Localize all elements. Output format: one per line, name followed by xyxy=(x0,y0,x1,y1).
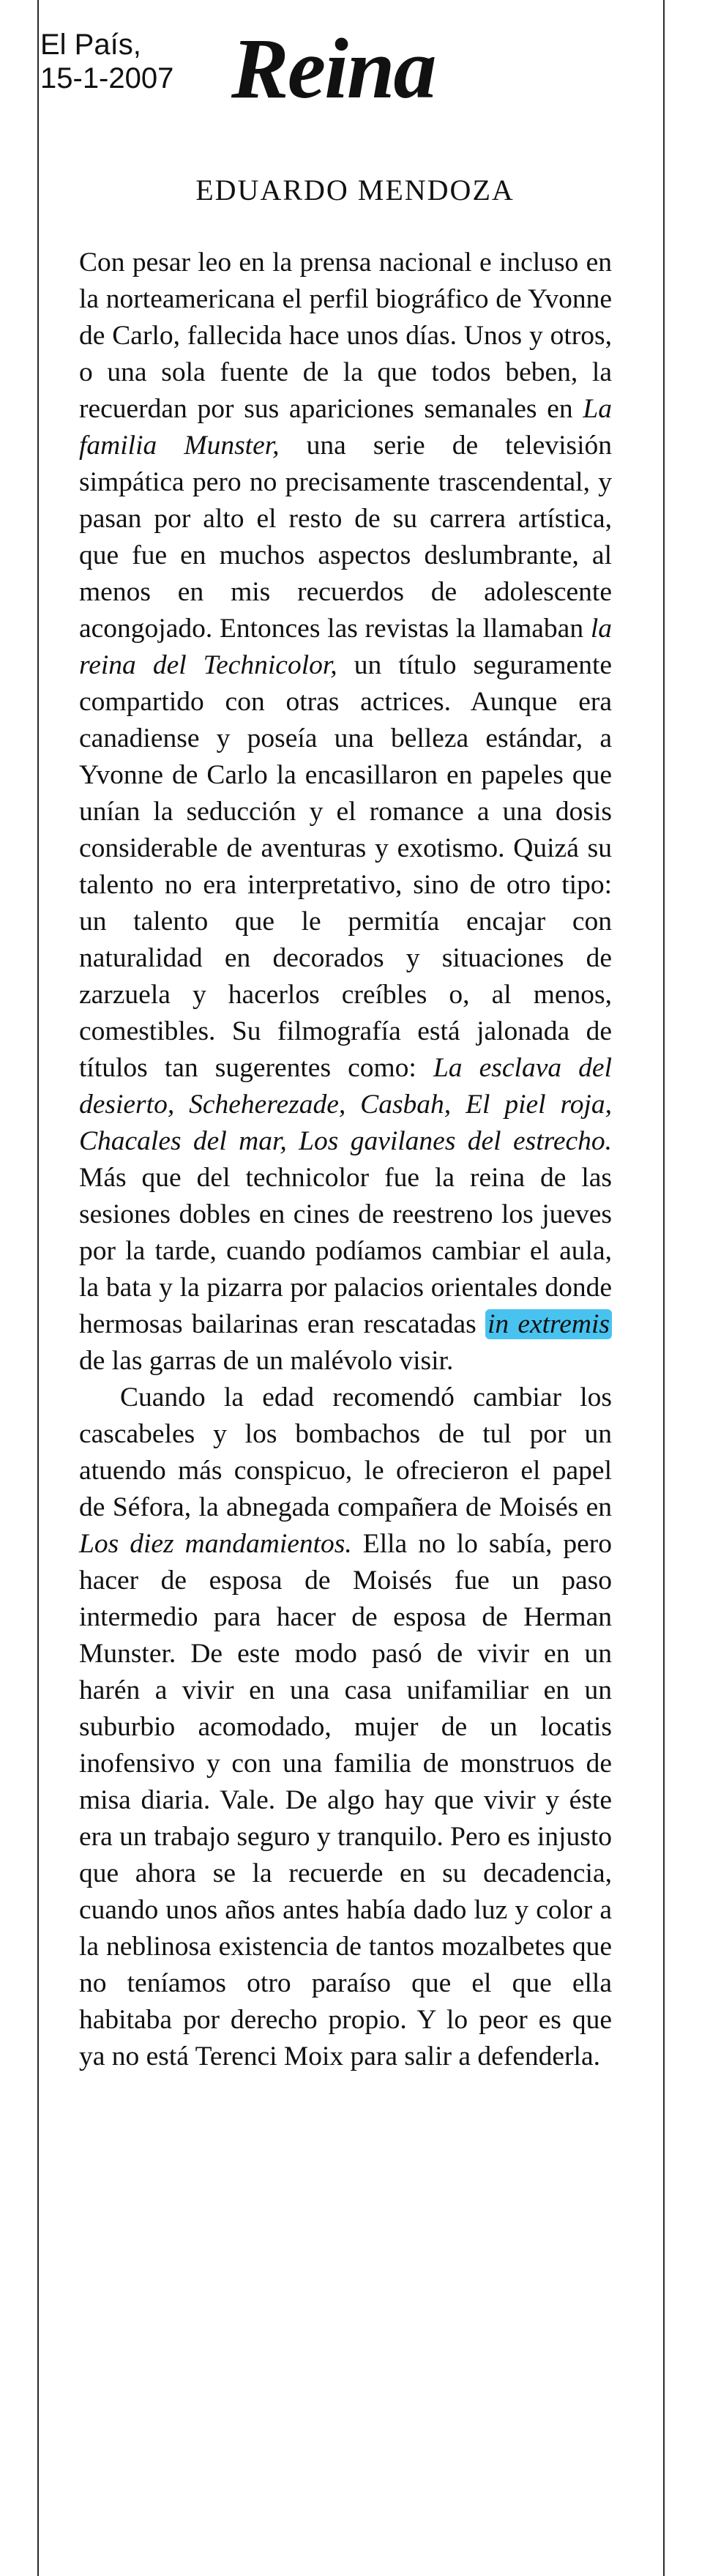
text-run: Ella no lo sabía, pero hacer de esposa de Moisés fue un paso intermedio para hacer de esposa de Herman Munster. De este modo pasó de vivir en un harén a vivir en una casa unifamiliar en un suburbio acomodado, mujer de un locatis inofensivo y con una familia de monstruos de misa diaria. Vale. De algo hay que vivir y éste era un trabajo seguro y tranquilo. Pero es injusto que ahora se la recuerde en su decadencia, cuando unos años antes había dado luz y color a la neblinosa existencia de tantos mozalbetes que no teníamos otro paraíso que el que ella habitaba por derecho propio. Y lo peor es que ya no está Terenci Moix para salir a defenderla. xyxy=(79,1529,612,2071)
text-run: Más que del technicolor fue la reina de las sesiones dobles en cines de reestreno los jueves por la tarde, cuando podíamos cambiar el aula, la bata y la pizarra por palacios orientales donde hermosas bailarinas eran rescatadas xyxy=(79,1163,612,1339)
italic-title: La familia Munster, xyxy=(79,394,612,461)
highlighted-selection[interactable]: in extremis xyxy=(485,1309,612,1339)
text-run: una serie de televisión simpática pero no precisamente trascendental, y pasan por alto el resto de su carrera artística, que fue en muchos aspectos deslumbrante, al menos en mis recuerdos de adolescente acongojado. Entonces las revistas la llamaban xyxy=(79,431,612,644)
italic-title: Los diez mandamientos. xyxy=(79,1529,352,1559)
source-newspaper: El País, xyxy=(40,29,141,61)
italic-title: la reina del Technicolor, xyxy=(79,614,612,680)
text-run: de las garras de un malévolo visir. xyxy=(79,1346,454,1376)
italic-film-list: La esclava del desierto, Scheherezade, Casbah, El piel roja, Chacales del mar, Los gavilanes del estrecho. xyxy=(79,1053,612,1156)
source-label xyxy=(40,28,173,95)
left-column-rule xyxy=(37,0,39,2576)
source-date: 15-1-2007 xyxy=(40,62,174,94)
paragraph-2 xyxy=(79,1380,612,2075)
article-author: EDUARDO MENDOZA xyxy=(195,174,515,206)
text-run: un título seguramente compartido con otras actrices. Aunque era canadiense y poseía una belleza estándar, a Yvonne de Carlo la encasillaron en papeles que unían la seducción y el romance a una dosis considerable de aventuras y exotismo. Quizá su talento no era interpretativo, sino de otro tipo: un talento que le permitía encajar con naturalidad en decorados y situaciones de zarzuela y hacerlos creíbles o, al menos, comestibles. Su filmografía está jalonada de títulos tan sugerentes como: xyxy=(79,650,613,1083)
text-run: Con pesar leo en la prensa nacional e incluso en la norteamericana el perfil biográfico de Yvonne de Carlo, fallecida hace unos días. Unos y otros, o una sola fuente de la que todos beben, la recuerdan por sus apariciones semanales en xyxy=(79,247,612,424)
article-body xyxy=(79,245,612,2075)
text-run: Cuando la edad recomendó cambiar los cascabeles y los bombachos de tul por un atuendo más conspicuo, le ofrecieron el papel de Séfora, la abnegada compañera de Moisés en xyxy=(79,1382,612,1522)
paragraph-1 xyxy=(79,245,612,1380)
right-column-rule xyxy=(663,0,665,2576)
article-title: Reina xyxy=(231,21,436,116)
